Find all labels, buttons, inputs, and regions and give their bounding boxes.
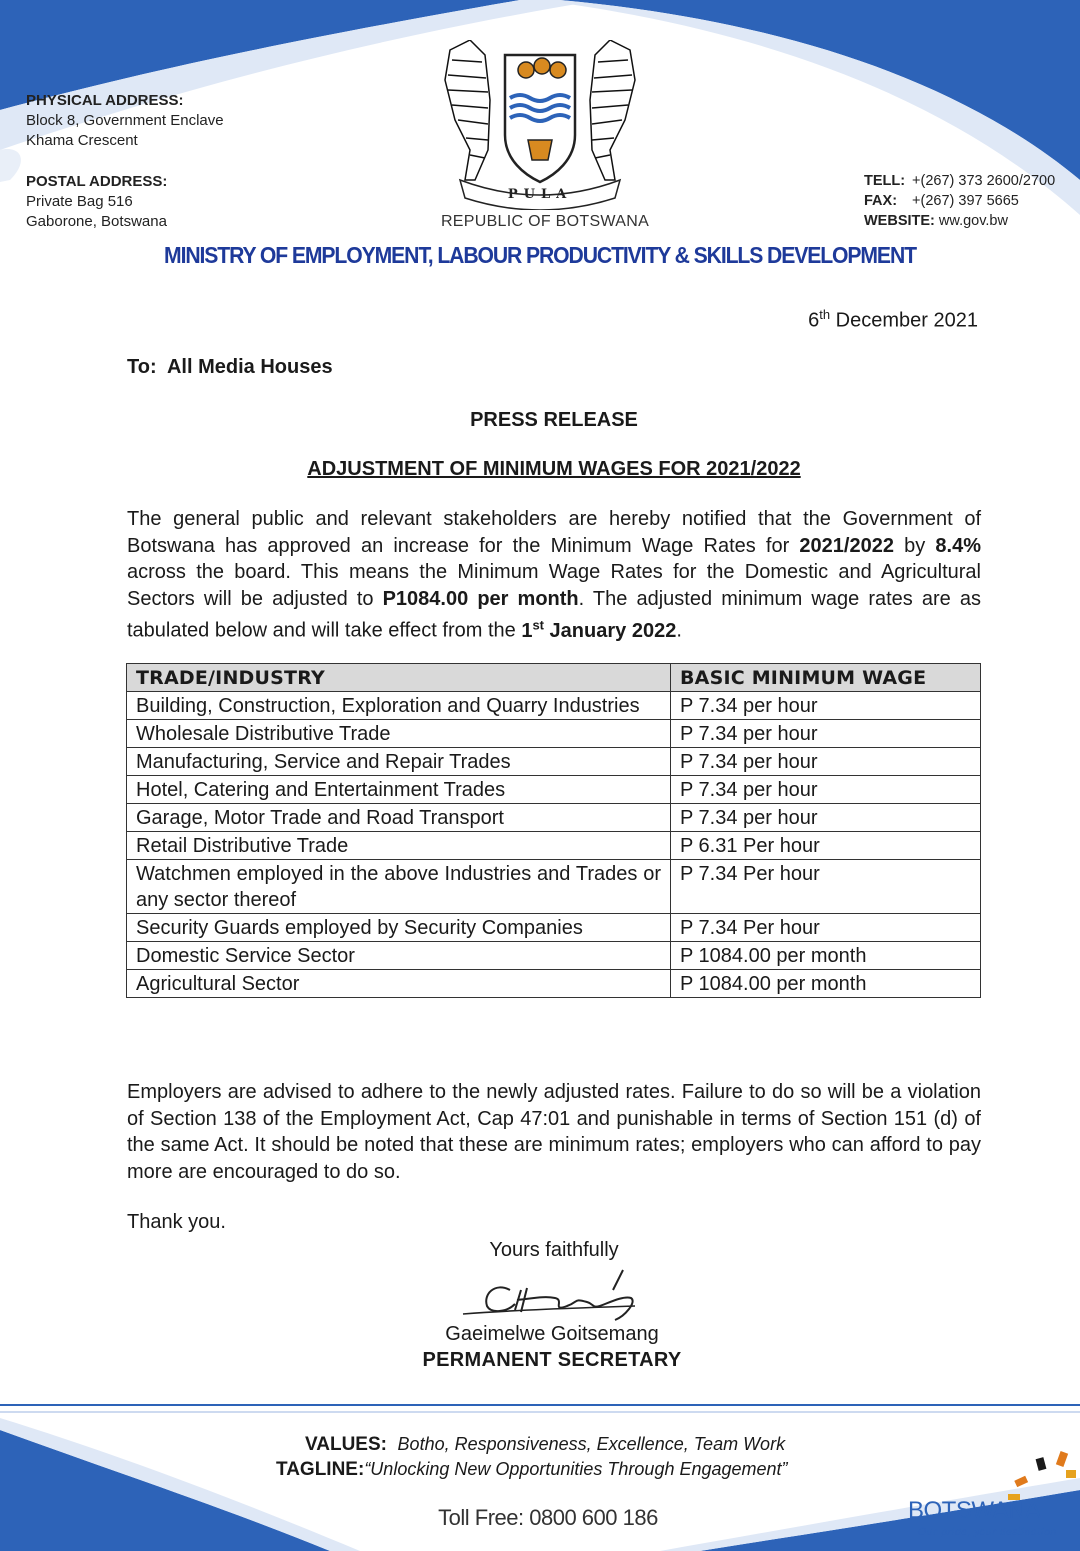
p1-day-suffix: st xyxy=(532,617,544,632)
p1-text-e: across the board. This means the Minimum Wage Rates for the Domestic and Agricultural Sectors will be adjusted to xyxy=(127,561,981,610)
wage-cell: P 7.34 Per hour xyxy=(671,860,981,914)
p1-end: . xyxy=(676,619,682,642)
p1-month-year: January 2022 xyxy=(544,619,677,642)
physical-address-line1: Block 8, Government Enclave xyxy=(26,112,224,129)
wage-cell: P 1084.00 per month xyxy=(671,942,981,970)
table-row xyxy=(127,970,981,998)
table-row xyxy=(127,860,981,914)
trade-cell: Garage, Motor Trade and Road Transport xyxy=(127,804,671,832)
recipient-line: To: All Media Houses xyxy=(127,356,333,378)
wage-cell: P 7.34 per hour xyxy=(671,748,981,776)
p1-percent: 8.4% xyxy=(935,534,981,557)
signatory-title: PERMANENT SECRETARY xyxy=(422,1349,682,1371)
date-day: 6 xyxy=(808,309,820,332)
tel-label: TELL: xyxy=(864,173,906,189)
table-row xyxy=(127,804,981,832)
toll-free-number: Toll Free: 0800 600 186 xyxy=(438,1505,658,1530)
wage-cell: P 7.34 Per hour xyxy=(671,914,981,942)
motto-text: PULA xyxy=(507,187,573,202)
wage-cell: P 7.34 per hour xyxy=(671,776,981,804)
table-row xyxy=(127,942,981,970)
date-rest: December 2021 xyxy=(830,309,978,332)
p1-text-a: The general public and relevant stakeholders are hereby notified that the Government of Botswana has approved an increase for the Minimum Wage Rates for xyxy=(127,508,981,557)
tagline-line xyxy=(276,1459,788,1481)
trade-cell: Watchmen employed in the above Industries and Trades or any sector thereof xyxy=(127,860,671,914)
wage-cell: P 6.31 Per hour xyxy=(671,832,981,860)
wage-cell: P 7.34 per hour xyxy=(671,692,981,720)
postal-address-line2: Gaborone, Botswana xyxy=(26,213,167,230)
trade-cell: Retail Distributive Trade xyxy=(127,832,671,860)
trade-cell: Agricultural Sector xyxy=(127,970,671,998)
p1-year: 2021/2022 xyxy=(799,534,894,557)
letter-date xyxy=(700,307,978,333)
table-header-row xyxy=(127,664,981,692)
trade-cell: Building, Construction, Exploration and Quarry Industries xyxy=(127,692,671,720)
postal-address-line1: Private Bag 516 xyxy=(26,193,133,210)
intro-paragraph xyxy=(127,506,981,644)
trade-cell: Hotel, Catering and Entertainment Trades xyxy=(127,776,671,804)
postal-address-block xyxy=(26,172,167,232)
press-release-heading: PRESS RELEASE xyxy=(470,409,638,431)
p1-day: 1 xyxy=(521,619,533,642)
tagline-text: “Unlocking New Opportunities Through Engagement” xyxy=(364,1459,788,1479)
table-header-trade: TRADE/INDUSTRY xyxy=(127,664,671,692)
values-line xyxy=(305,1434,785,1456)
bottom-left-blue-swoosh xyxy=(0,1430,330,1551)
date-suffix: th xyxy=(819,307,831,322)
fax-value: +(267) 397 5665 xyxy=(912,193,1019,209)
right-zebra-supporter xyxy=(590,40,635,180)
tel-value: +(267) 373 2600/2700 xyxy=(912,173,1056,189)
table-row xyxy=(127,748,981,776)
trade-cell: Wholesale Distributive Trade xyxy=(127,720,671,748)
fax-label: FAX: xyxy=(864,193,898,209)
wage-cell: P 1084.00 per month xyxy=(671,970,981,998)
trade-cell: Domestic Service Sector xyxy=(127,942,671,970)
physical-address-line2: Khama Crescent xyxy=(26,132,138,149)
trade-cell: Security Guards employed by Security Companies xyxy=(127,914,671,942)
ministry-name: MINISTRY OF EMPLOYMENT, LABOUR PRODUCTIVITY & SKILLS DEVELOPMENT xyxy=(164,242,916,268)
wage-cell: P 7.34 per hour xyxy=(671,720,981,748)
table-row xyxy=(127,776,981,804)
trade-cell: Manufacturing, Service and Repair Trades xyxy=(127,748,671,776)
release-title: ADJUSTMENT OF MINIMUM WAGES FOR 2021/2022 xyxy=(307,458,801,480)
p1-text-c: by xyxy=(893,534,936,557)
minimum-wage-table xyxy=(126,663,981,998)
website-label: WEBSITE: xyxy=(864,213,935,229)
signature-image xyxy=(455,1268,665,1328)
thank-you-line: Thank you. xyxy=(127,1211,226,1233)
table-row xyxy=(127,914,981,942)
botswana-brand-name: BOTSWANA xyxy=(908,1497,1041,1524)
closing-line: Yours faithfully xyxy=(489,1239,619,1261)
physical-address-block xyxy=(26,91,224,151)
p1-text-g: . The adjusted minimum wage rates are as tabulated below and will take effect from the xyxy=(127,587,981,642)
tagline-label: TAGLINE: xyxy=(276,1459,365,1480)
table-row xyxy=(127,832,981,860)
table-row xyxy=(127,720,981,748)
website-value: ww.gov.bw xyxy=(938,213,1008,229)
republic-name: REPUBLIC OF BOTSWANA xyxy=(440,213,650,230)
left-light-arc xyxy=(0,149,21,182)
physical-address-label: PHYSICAL ADDRESS: xyxy=(26,92,184,109)
left-zebra-supporter xyxy=(445,40,490,180)
compliance-paragraph: Employers are advised to adhere to the newly adjusted rates. Failure to do so will be a violation of Section 138 of the Employment Act, Cap 47:01 and punishable in terms of Section 151 (d) of the same Act. It should be noted that these are minimum rates; employers who can afford to pay more are encouraged to do so. xyxy=(127,1081,981,1183)
botswana-brand-slogan: Our pride, your destination xyxy=(918,1527,1057,1538)
postal-address-label: POSTAL ADDRESS: xyxy=(26,173,168,190)
table-header-wage: BASIC MINIMUM WAGE xyxy=(671,664,981,692)
values-label: VALUES: xyxy=(305,1434,387,1455)
p1-effective-date xyxy=(521,617,677,642)
values-text: Botho, Responsiveness, Excellence, Team Work xyxy=(397,1434,786,1454)
contact-block xyxy=(864,171,1055,231)
signatory-name: Gaeimelwe Goitsemang xyxy=(445,1323,659,1345)
wage-cell: P 7.34 per hour xyxy=(671,804,981,832)
p1-monthly-rate: P1084.00 per month xyxy=(382,587,579,610)
table-row xyxy=(127,692,981,720)
coat-of-arms-emblem xyxy=(430,40,650,210)
